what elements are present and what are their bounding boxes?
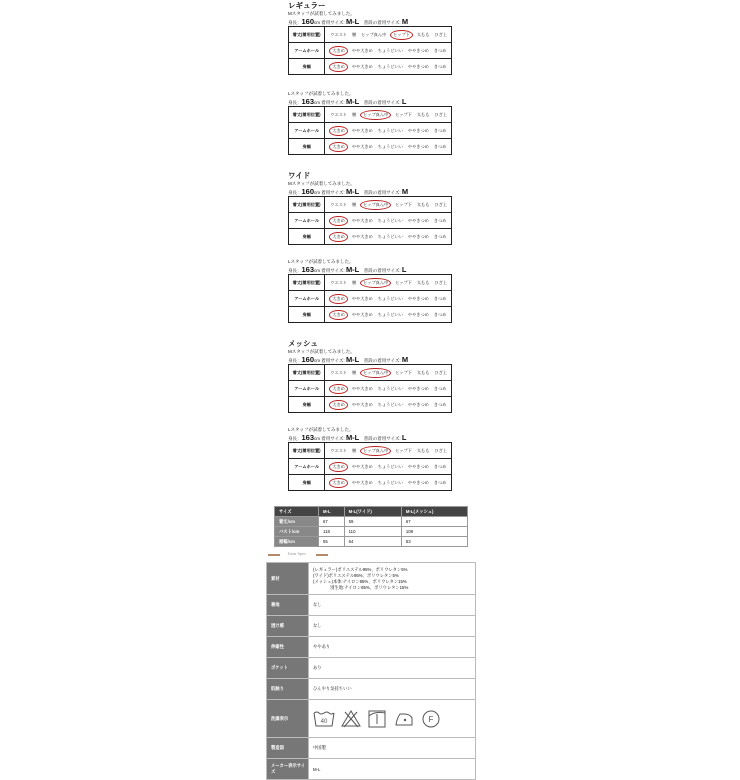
spec-row-lining <box>267 595 476 616</box>
usual-value: M <box>401 355 409 364</box>
armhole-option: ちょうどいい <box>377 385 403 391</box>
wear-label: 着用サイズ: <box>321 190 345 195</box>
length-option: ウエスト <box>330 447 348 453</box>
spec-value: なし <box>309 595 476 616</box>
height-label: 身長： <box>288 268 302 273</box>
size-table <box>274 506 468 547</box>
armhole-option: 大きめ <box>329 216 348 226</box>
length-option: ひざ上 <box>434 279 447 285</box>
usual-value: M <box>401 187 409 196</box>
armhole-option: 大きめ <box>329 126 348 136</box>
length-option: ひざ上 <box>434 369 447 375</box>
length-option: 腰 <box>352 369 357 375</box>
material-line: (レギュラー)ポリエステル95%、ポリウレタン5% <box>313 566 408 572</box>
fit-block <box>288 348 452 413</box>
staff-stats <box>288 187 452 196</box>
wear-value: M-L <box>345 355 360 364</box>
size-cell: 67 <box>401 517 467 527</box>
fit-table <box>288 364 452 413</box>
length-option: ヒップ下 <box>395 201 412 207</box>
fit-row-length <box>289 27 452 43</box>
body-option: ちょうどいい <box>377 143 403 149</box>
size-header-cell: M-L <box>319 507 345 517</box>
material-line: (ワイド)ポリエステル95%、ポリウレタン5% <box>313 572 399 578</box>
fit-options <box>325 139 452 155</box>
care-symbols <box>309 700 476 738</box>
size-cell: 59 <box>344 517 401 527</box>
length-option: ヒップ真ん中 <box>360 446 391 456</box>
armhole-option: きつめ <box>433 127 447 133</box>
fit-table <box>288 106 452 155</box>
spec-key: メーカー表示サイズ <box>267 759 309 780</box>
dry-clean-letter: F <box>428 714 434 724</box>
fit-options <box>325 27 452 43</box>
body-option: ちょうどいい <box>377 233 403 239</box>
body-option: 大きめ <box>329 232 348 242</box>
body-option: 大きめ <box>329 62 348 72</box>
size-cell: 64 <box>344 537 401 547</box>
spec-row-material <box>267 563 476 595</box>
size-cell: 118 <box>319 527 345 537</box>
fit-row-label: アームホール <box>289 381 325 397</box>
spec-key: 裏地 <box>267 595 309 616</box>
spec-row-origin <box>267 738 476 759</box>
height-label: 身長： <box>288 436 302 441</box>
fit-row-body <box>289 139 452 155</box>
height-value: 163 <box>301 433 315 442</box>
length-option: ウエスト <box>330 279 348 285</box>
fit-block <box>288 90 452 155</box>
wear-label: 着用サイズ: <box>321 358 345 363</box>
spec-key: 肌触り <box>267 679 309 700</box>
usual-label: 普段の着用サイズ: <box>363 268 401 273</box>
body-option: きつめ <box>433 63 447 69</box>
fit-row-label: 身幅 <box>289 397 325 413</box>
wear-value: M-L <box>345 97 360 106</box>
armhole-option: やや大きめ <box>351 127 373 133</box>
armhole-option: やや大きめ <box>351 47 373 53</box>
fit-options <box>325 307 452 323</box>
armhole-option: きつめ <box>433 47 447 53</box>
fit-row-label: アームホール <box>289 213 325 229</box>
material-line: 別生地:ナイロン85%、ポリウレタン15% <box>313 584 409 590</box>
item-spec-heading <box>266 551 476 559</box>
fit-table <box>288 196 452 245</box>
fit-row-label: 着丈(着用位置) <box>289 107 325 123</box>
spec-value: M-L <box>309 759 476 780</box>
armhole-option: やや大きめ <box>351 295 373 301</box>
body-option: きつめ <box>433 143 447 149</box>
iron-low-icon <box>393 709 415 729</box>
body-option: やや大きめ <box>351 311 373 317</box>
armhole-option: ややきつめ <box>407 385 429 391</box>
fit-options <box>325 275 452 291</box>
spec-value: ひんやり気持ちいい <box>309 679 476 700</box>
size-row-hem <box>275 537 468 547</box>
height-unit: cm <box>314 100 321 105</box>
armhole-option: やや大きめ <box>351 385 373 391</box>
body-option: きつめ <box>433 311 447 317</box>
fit-options <box>325 291 452 307</box>
height-value: 163 <box>301 97 315 106</box>
fit-row-label: 着丈(着用位置) <box>289 443 325 459</box>
wash-tub-40-icon <box>313 709 335 729</box>
body-option: 大きめ <box>329 142 348 152</box>
fit-table <box>288 274 452 323</box>
size-row-label: バスト/cm <box>275 527 319 537</box>
body-option: 大きめ <box>329 400 348 410</box>
height-unit: cm <box>314 268 321 273</box>
spec-row-transparency <box>267 616 476 637</box>
length-option: ひざ上 <box>434 111 447 117</box>
length-option: ウエスト <box>330 369 348 375</box>
fit-row-label: 着丈(着用位置) <box>289 275 325 291</box>
spec-key: ポケット <box>267 658 309 679</box>
armhole-option: ややきつめ <box>407 217 429 223</box>
fit-options <box>325 197 452 213</box>
armhole-option: きつめ <box>433 385 447 391</box>
fit-block <box>288 426 452 491</box>
fit-row-label: 着丈(着用位置) <box>289 365 325 381</box>
staff-stats <box>288 433 452 442</box>
fit-row-armhole <box>289 459 452 475</box>
fit-options <box>325 123 452 139</box>
size-header-cell: M-L(メッシュ) <box>401 507 467 517</box>
fit-options <box>325 475 452 491</box>
body-option: 大きめ <box>329 310 348 320</box>
length-option: ヒップ下 <box>395 369 412 375</box>
staff-caption: Lスタッフが試着してみました。 <box>288 259 354 264</box>
body-option: きつめ <box>433 233 447 239</box>
fit-row-armhole <box>289 381 452 397</box>
body-option: ややきつめ <box>407 311 429 317</box>
fit-row-armhole <box>289 213 452 229</box>
size-header-cell: M-L(ワイド) <box>344 507 401 517</box>
body-option: やや大きめ <box>351 401 373 407</box>
height-value: 160 <box>301 17 315 26</box>
fit-row-label: 身幅 <box>289 307 325 323</box>
fit-row-length <box>289 197 452 213</box>
body-option: ややきつめ <box>407 63 429 69</box>
staff-stats <box>288 97 452 106</box>
length-option: 太もも <box>416 111 430 117</box>
spec-value-material <box>309 563 476 595</box>
size-table-header <box>275 507 468 517</box>
staff-caption: Mスタッフが試着してみました。 <box>288 11 355 16</box>
fit-row-length <box>289 443 452 459</box>
spec-value: あり <box>309 658 476 679</box>
spec-value: 中国製 <box>309 738 476 759</box>
fit-options <box>325 381 452 397</box>
staff-stats <box>288 17 452 26</box>
size-row-bust <box>275 527 468 537</box>
section-title: ワイド <box>288 171 311 180</box>
fit-table <box>288 26 452 75</box>
item-spec-title: Item Spec. <box>288 551 308 556</box>
length-option: ヒップ下 <box>395 111 412 117</box>
spec-row-care <box>267 700 476 738</box>
armhole-option: きつめ <box>433 295 447 301</box>
wear-value: M-L <box>345 265 360 274</box>
fit-row-length <box>289 275 452 291</box>
item-spec-table <box>266 562 476 780</box>
fit-row-body <box>289 307 452 323</box>
fit-row-label: アームホール <box>289 43 325 59</box>
length-option: 太もも <box>416 447 430 453</box>
spec-row-maker-size <box>267 759 476 780</box>
length-option: 太もも <box>416 201 430 207</box>
fit-row-body <box>289 59 452 75</box>
spec-key: 素材 <box>267 563 309 595</box>
fit-block <box>288 258 452 323</box>
length-option: ヒップ真ん中 <box>360 200 391 210</box>
height-label: 身長： <box>288 20 302 25</box>
body-option: ちょうどいい <box>377 63 403 69</box>
fit-row-label: アームホール <box>289 459 325 475</box>
armhole-option: 大きめ <box>329 46 348 56</box>
body-option: 大きめ <box>329 478 348 488</box>
size-row-label: 着丈/cm <box>275 517 319 527</box>
fit-row-body <box>289 229 452 245</box>
fit-row-label: 身幅 <box>289 475 325 491</box>
fit-row-label: 身幅 <box>289 229 325 245</box>
body-option: ややきつめ <box>407 233 429 239</box>
length-option: 太もも <box>416 369 430 375</box>
fit-row-label: 身幅 <box>289 59 325 75</box>
fit-row-armhole <box>289 123 452 139</box>
height-value: 160 <box>301 187 315 196</box>
size-cell: 108 <box>401 527 467 537</box>
length-option: ヒップ下 <box>390 30 413 40</box>
armhole-option: きつめ <box>433 217 447 223</box>
armhole-option: 大きめ <box>329 384 348 394</box>
usual-value: L <box>401 265 407 274</box>
fit-table <box>288 442 452 491</box>
fit-options <box>325 107 452 123</box>
armhole-option: ちょうどいい <box>377 463 403 469</box>
fit-options <box>325 443 452 459</box>
size-cell: 53 <box>401 537 467 547</box>
armhole-option: ちょうどいい <box>377 127 403 133</box>
fit-row-armhole <box>289 43 452 59</box>
size-row-label: 裾幅/cm <box>275 537 319 547</box>
wear-label: 着用サイズ: <box>321 100 345 105</box>
size-cell: 110 <box>344 527 401 537</box>
staff-stats <box>288 355 452 364</box>
height-unit: cm <box>314 20 321 25</box>
wear-value: M-L <box>345 433 360 442</box>
body-option: きつめ <box>433 401 447 407</box>
wear-label: 着用サイズ: <box>321 268 345 273</box>
spec-value: ややあり <box>309 637 476 658</box>
staff-stats <box>288 265 452 274</box>
fit-options <box>325 459 452 475</box>
armhole-option: ややきつめ <box>407 295 429 301</box>
wear-value: M-L <box>345 17 360 26</box>
heading-bar-right <box>316 554 328 556</box>
armhole-option: ややきつめ <box>407 127 429 133</box>
usual-label: 普段の着用サイズ: <box>363 190 401 195</box>
height-value: 163 <box>301 265 315 274</box>
fit-options <box>325 59 452 75</box>
staff-caption: Lスタッフが試着してみました。 <box>288 91 354 96</box>
staff-caption: Lスタッフが試着してみました。 <box>288 427 354 432</box>
length-option: ひざ上 <box>434 201 447 207</box>
size-cell: 67 <box>319 517 345 527</box>
size-cell: 55 <box>319 537 345 547</box>
size-header-cell: サイズ <box>275 507 319 517</box>
spec-key: 透け感 <box>267 616 309 637</box>
usual-label: 普段の着用サイズ: <box>363 436 401 441</box>
fit-row-label: 身幅 <box>289 139 325 155</box>
armhole-option: やや大きめ <box>351 463 373 469</box>
staff-caption: Mスタッフが試着してみました。 <box>288 349 355 354</box>
fit-options <box>325 43 452 59</box>
length-option: 腰 <box>352 31 357 37</box>
line-dry-icon <box>367 709 387 729</box>
usual-value: M <box>401 17 409 26</box>
fit-row-length <box>289 107 452 123</box>
armhole-option: 大きめ <box>329 294 348 304</box>
staff-caption: Mスタッフが試着してみました。 <box>288 181 355 186</box>
length-option: ウエスト <box>330 111 348 117</box>
usual-value: L <box>401 433 407 442</box>
section-title: メッシュ <box>288 339 318 348</box>
body-option: きつめ <box>433 479 447 485</box>
length-option: ウエスト <box>330 201 348 207</box>
wear-label: 着用サイズ: <box>321 20 345 25</box>
armhole-option: ちょうどいい <box>377 217 403 223</box>
dry-clean-f-icon <box>421 709 441 729</box>
fit-block <box>288 180 452 245</box>
length-option: ウエスト <box>330 31 348 37</box>
usual-label: 普段の着用サイズ: <box>363 20 401 25</box>
material-line: (メッシュ)本体:ナイロン85%、ポリウレタン15% <box>313 578 407 584</box>
body-option: やや大きめ <box>351 233 373 239</box>
fit-options <box>325 213 452 229</box>
spec-key: 洗濯表示 <box>267 700 309 738</box>
usual-label: 普段の着用サイズ: <box>363 100 401 105</box>
height-label: 身長： <box>288 190 302 195</box>
body-option: ややきつめ <box>407 143 429 149</box>
usual-label: 普段の着用サイズ: <box>363 358 401 363</box>
size-row-length <box>275 517 468 527</box>
body-option: ちょうどいい <box>377 401 403 407</box>
spec-row-pocket <box>267 658 476 679</box>
body-option: ちょうどいい <box>377 479 403 485</box>
height-label: 身長： <box>288 100 302 105</box>
heading-bar-left <box>268 554 280 556</box>
length-option: 腰 <box>352 279 357 285</box>
armhole-option: 大きめ <box>329 462 348 472</box>
height-unit: cm <box>314 358 321 363</box>
length-option: ひざ上 <box>434 31 447 37</box>
wear-label: 着用サイズ: <box>321 436 345 441</box>
fit-row-label: 着丈(着用位置) <box>289 197 325 213</box>
fit-block <box>288 10 452 75</box>
armhole-option: きつめ <box>433 463 447 469</box>
wash-temp-text: 40 <box>320 718 328 725</box>
fit-row-label: アームホール <box>289 291 325 307</box>
body-option: ちょうどいい <box>377 311 403 317</box>
spec-row-touch <box>267 679 476 700</box>
length-option: 腰 <box>352 447 357 453</box>
fit-row-body <box>289 475 452 491</box>
usual-value: L <box>401 97 407 106</box>
height-unit: cm <box>314 436 321 441</box>
height-unit: cm <box>314 190 321 195</box>
armhole-option: ちょうどいい <box>377 295 403 301</box>
height-value: 160 <box>301 355 315 364</box>
fit-row-body <box>289 397 452 413</box>
length-option: ヒップ真ん中 <box>361 31 387 37</box>
wear-value: M-L <box>345 187 360 196</box>
length-option: 腰 <box>352 201 357 207</box>
fit-options <box>325 365 452 381</box>
fit-row-length <box>289 365 452 381</box>
armhole-option: ややきつめ <box>407 47 429 53</box>
length-option: ヒップ真ん中 <box>360 110 391 120</box>
fit-options <box>325 397 452 413</box>
length-option: 腰 <box>352 111 357 117</box>
fit-row-label: アームホール <box>289 123 325 139</box>
spec-value: なし <box>309 616 476 637</box>
length-option: ひざ上 <box>434 447 447 453</box>
armhole-option: ややきつめ <box>407 463 429 469</box>
length-option: ヒップ下 <box>395 279 412 285</box>
length-option: ヒップ真ん中 <box>360 368 391 378</box>
spec-row-stretch <box>267 637 476 658</box>
fit-row-armhole <box>289 291 452 307</box>
body-option: やや大きめ <box>351 63 373 69</box>
armhole-option: ちょうどいい <box>377 47 403 53</box>
body-option: ややきつめ <box>407 401 429 407</box>
spec-key: 伸縮性 <box>267 637 309 658</box>
length-option: 太もも <box>416 279 430 285</box>
length-option: ヒップ下 <box>395 447 412 453</box>
body-option: やや大きめ <box>351 143 373 149</box>
body-option: やや大きめ <box>351 479 373 485</box>
spec-key: 製造国 <box>267 738 309 759</box>
armhole-option: やや大きめ <box>351 217 373 223</box>
height-label: 身長： <box>288 358 302 363</box>
length-option: ヒップ真ん中 <box>360 278 391 288</box>
section-title: レギュラー <box>288 1 326 10</box>
length-option: 太もも <box>416 31 430 37</box>
no-bleach-icon <box>341 709 361 729</box>
fit-options <box>325 229 452 245</box>
body-option: ややきつめ <box>407 479 429 485</box>
fit-row-label: 着丈(着用位置) <box>289 27 325 43</box>
